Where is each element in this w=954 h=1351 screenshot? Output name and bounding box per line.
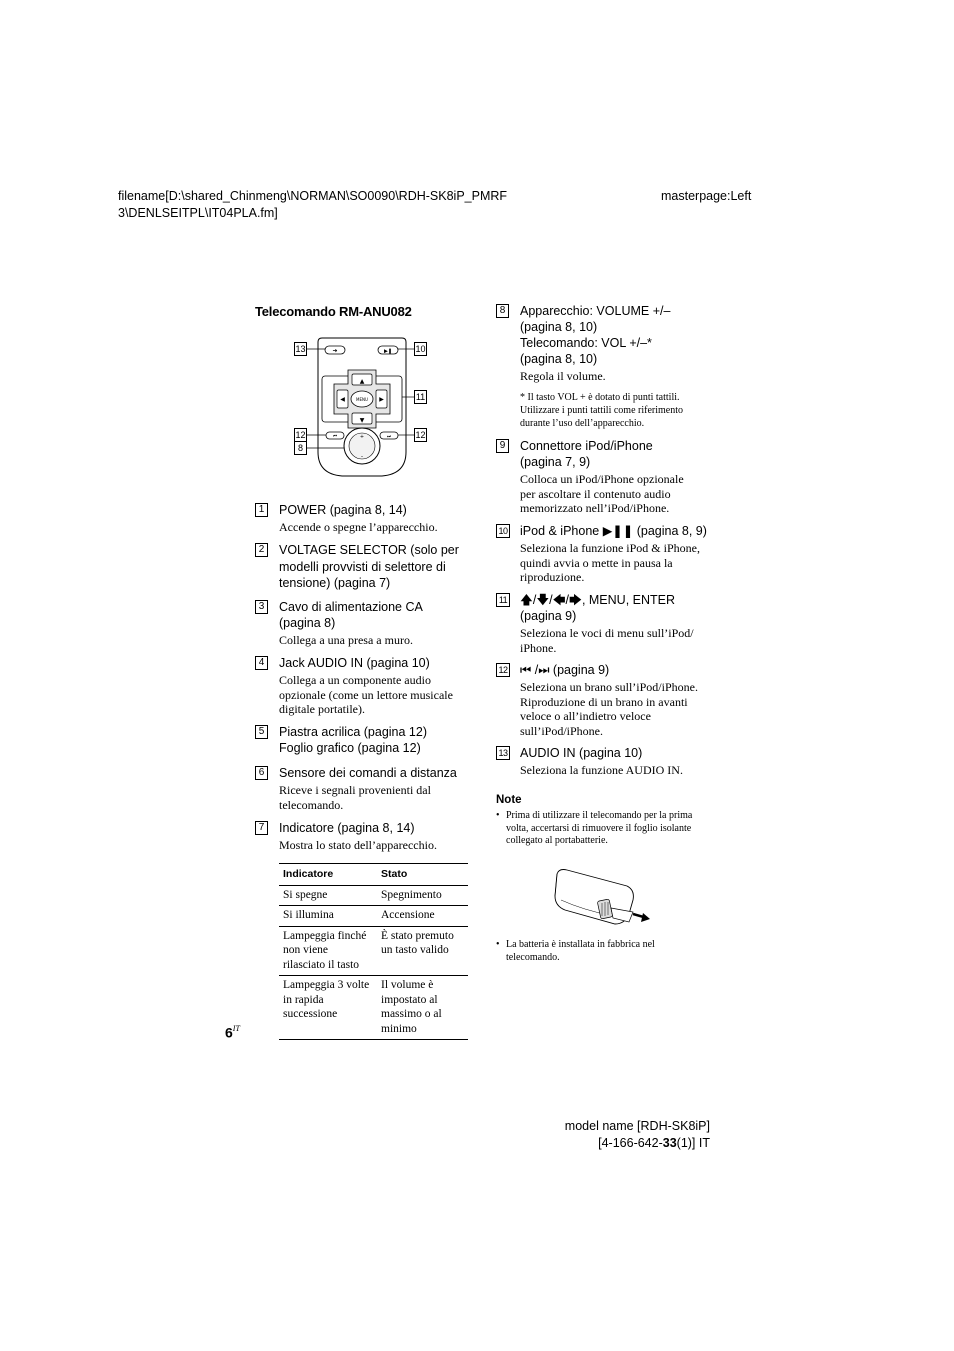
- table-cell: Lampeggia 3 volte in rapida successione: [279, 976, 377, 1040]
- table-cell: È stato premuto un tasto valido: [377, 926, 468, 976]
- item-heading: iPod & iPhone ▶❚❚ (pagina 8, 9): [520, 524, 707, 538]
- svg-text:▶: ▶: [379, 396, 384, 403]
- item-8: [496, 303, 710, 384]
- remote-control-icon: [292, 334, 432, 484]
- callout-11: 11: [415, 392, 426, 402]
- section-title: Telecomando RM-ANU082: [255, 304, 412, 319]
- svg-text:MENU: MENU: [356, 397, 368, 402]
- svg-text:⏭: ⏭: [386, 434, 392, 440]
- table-cell: Spegnimento: [377, 885, 468, 906]
- svg-text:◀: ◀: [340, 396, 345, 403]
- note-title: Note: [496, 794, 522, 806]
- item-number: 4: [255, 656, 268, 670]
- table-header-indicatore: Indicatore: [279, 864, 377, 886]
- item-heading-line-1: Apparecchio: VOLUME +/–: [520, 304, 671, 318]
- item-number: 2: [255, 543, 268, 557]
- part-number-prefix: [4-166-642-: [598, 1136, 663, 1150]
- callout-12-left: 12: [295, 430, 306, 440]
- item-heading-line-3: Telecomando: VOL +/–*: [520, 336, 652, 350]
- item-number: 13: [496, 746, 510, 760]
- svg-text:⏮: ⏮: [332, 434, 338, 440]
- footnote-vol: * Il tasto VOL + è dotato di punti tattili. Utilizzare i punti tattili come riferimento durante l’uso dell’apparecchio.: [520, 392, 683, 429]
- item-1: [255, 502, 455, 535]
- svg-text:+: +: [359, 434, 365, 440]
- item-number: 10: [496, 524, 510, 538]
- item-7: [255, 820, 469, 853]
- svg-text:▶❚: ▶❚: [383, 348, 393, 355]
- item-number: 12: [496, 663, 510, 677]
- battery-illustration: [553, 866, 653, 932]
- item-description: Mostra lo stato dell’apparecchio.: [279, 838, 437, 852]
- item-heading-line-2: (pagina 8, 10): [520, 320, 598, 334]
- table-row: [279, 885, 468, 906]
- item-number: 11: [496, 593, 510, 607]
- item-5: [255, 724, 455, 756]
- item-description: Collega a un componente audio opzionale (come un lettore musicale digitale portatile).: [279, 673, 453, 716]
- table-cell: Si illumina: [279, 906, 377, 927]
- item-3: [255, 599, 455, 648]
- filename-line-1: filename[D:\shared_Chinmeng\NORMAN\SO0090\RDH-SK8iP_PMRF: [118, 189, 508, 203]
- item-description: Seleziona le voci di menu sull’iPod/ iPhone.: [520, 626, 694, 655]
- item-number: 6: [255, 766, 268, 780]
- callout-8: 8: [294, 441, 307, 455]
- filename-line-2: 3\DENLSEITPL\IT04PLA.fm]: [118, 206, 278, 220]
- table-cell: Si spegne: [279, 885, 377, 906]
- item-heading-line-4: (pagina 8, 10): [520, 352, 598, 366]
- item-description: Collega a una presa a muro.: [279, 633, 413, 647]
- item-2: [255, 542, 469, 592]
- item-heading: Connettore iPod/iPhone (pagina 7, 9): [520, 439, 653, 469]
- svg-text:▼: ▼: [359, 417, 365, 424]
- header-masterpage: masterpage:Left: [661, 189, 752, 203]
- item-heading: Cavo di alimentazione CA (pagina 8): [279, 600, 423, 630]
- indicator-table: [279, 863, 468, 1040]
- table-row: [279, 926, 468, 976]
- part-number-suffix: (1)] IT: [676, 1136, 710, 1150]
- svg-text:▲: ▲: [359, 378, 365, 385]
- item-heading: AUDIO IN (pagina 10): [520, 746, 643, 760]
- page-number: [225, 1024, 240, 1042]
- footer-part-number: [560, 1135, 710, 1152]
- item-heading: 🡅/🡇/🡄/🡆, MENU, ENTER (pagina 9): [520, 593, 676, 623]
- item-4: [255, 655, 469, 717]
- item-description: Seleziona un brano sull’iPod/iPhone. Riproduzione di un brano in avanti veloce o all’indietro veloce sull’iPod/iPhone.: [520, 680, 698, 738]
- item-heading: Sensore dei comandi a distanza: [279, 766, 457, 780]
- item-number: 7: [255, 821, 268, 835]
- table-header-stato: Stato: [377, 864, 468, 886]
- table-row: [279, 976, 468, 1040]
- table-cell: Accensione: [377, 906, 468, 927]
- header-filename: [118, 188, 507, 222]
- table-header-row: [279, 864, 468, 886]
- footer-model: [560, 1118, 710, 1152]
- item-10: [496, 523, 714, 585]
- item-12: [496, 662, 714, 738]
- item-heading: VOLTAGE SELECTOR (solo per modelli provvisti di selettore di tensione) (pagina 7): [279, 543, 459, 590]
- item-heading: Indicatore (pagina 8, 14): [279, 821, 415, 835]
- page-number-value: 6: [225, 1024, 233, 1041]
- item-6: [255, 765, 469, 812]
- callout-13: 13: [295, 344, 306, 354]
- part-number-bold: 33: [662, 1136, 677, 1150]
- svg-text:➜: ➜: [332, 347, 338, 355]
- item-9: [496, 438, 710, 516]
- item-heading-2: Foglio grafico (pagina 12): [279, 741, 421, 755]
- item-description: Riceve i segnali provenienti dal telecomando.: [279, 783, 431, 812]
- item-number: 5: [255, 725, 268, 739]
- battery-holder-icon: [553, 866, 653, 932]
- item-13: [496, 745, 710, 778]
- item-heading: Piastra acrilica (pagina 12): [279, 725, 427, 739]
- table-cell: Il volume è impostato al massimo o al minimo: [377, 976, 468, 1040]
- item-heading: Jack AUDIO IN (pagina 10): [279, 656, 430, 670]
- note-bullet-1: • Prima di utilizzare il telecomando per la prima volta, accertarsi di rimuovere il foglio isolante collegato al portabatterie.: [496, 810, 708, 848]
- callout-12-right: 12: [415, 430, 426, 440]
- table-row: [279, 906, 468, 927]
- item-number: 1: [255, 503, 268, 517]
- page-number-suffix: IT: [232, 1024, 240, 1033]
- note-bullet-2: • La batteria è installata in fabbrica nel telecomando.: [496, 939, 708, 964]
- item-number: 9: [496, 439, 509, 453]
- item-11: [496, 592, 710, 655]
- item-description: Seleziona la funzione AUDIO IN.: [520, 763, 683, 777]
- item-description: Accende o spegne l’apparecchio.: [279, 520, 438, 534]
- footer-model-name: model name [RDH-SK8iP]: [564, 1119, 710, 1133]
- item-heading: ⏮ /⏭ (pagina 9): [520, 663, 610, 677]
- table-cell: Lampeggia finché non viene rilasciato il tasto: [279, 926, 377, 976]
- item-heading: POWER (pagina 8, 14): [279, 503, 407, 517]
- remote-illustration: [292, 334, 432, 484]
- item-number: 8: [496, 304, 509, 318]
- callout-10: 10: [415, 344, 426, 354]
- item-description: Colloca un iPod/iPhone opzionale per ascoltare il contenuto audio memorizzato nell’iPod/iPhone.: [520, 472, 684, 515]
- item-description: Seleziona la funzione iPod & iPhone, quindi avvia o mette in pausa la riproduzione.: [520, 541, 700, 584]
- item-number: 3: [255, 600, 268, 614]
- svg-text:–: –: [360, 454, 364, 460]
- item-description: Regola il volume.: [520, 369, 606, 383]
